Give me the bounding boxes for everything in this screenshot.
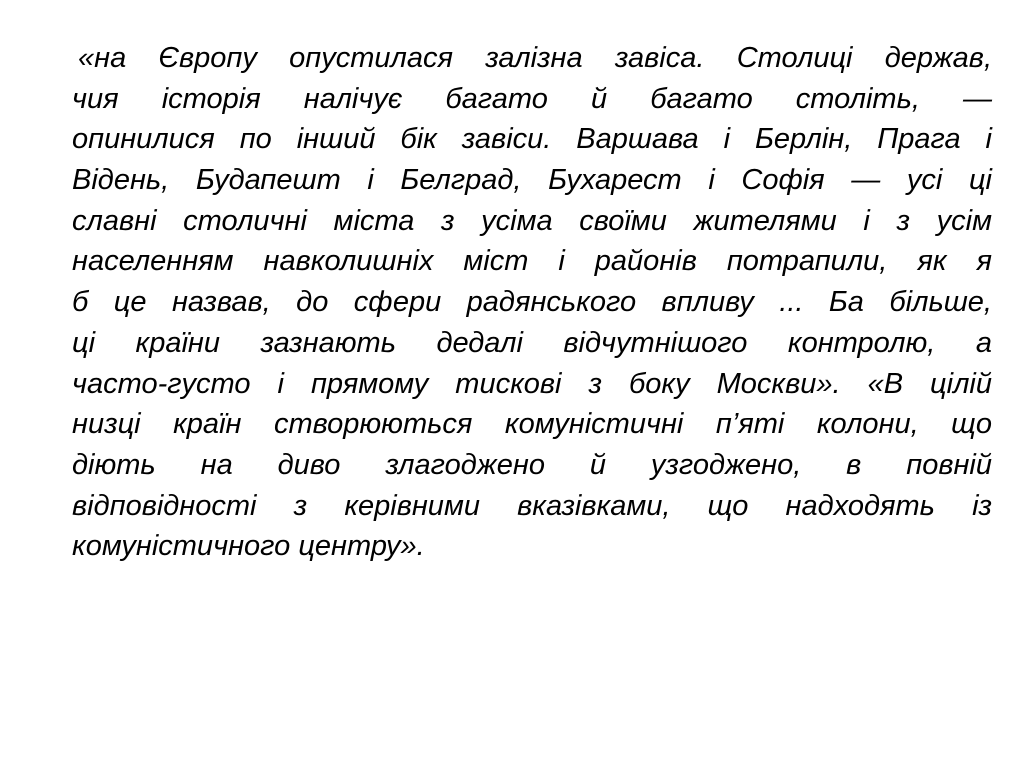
text-line-5: славні столичні міста з усіма своїми жителями і з усім bbox=[72, 204, 992, 237]
text-line-13: комуністичного центру». bbox=[72, 530, 425, 563]
text-line-3: опинилися по інший бік завіси. Варшава і Берлін, Прага і bbox=[72, 123, 992, 156]
text-line-4: Відень, Будапешт і Белград, Бухарест і Софія — усі ці bbox=[72, 164, 992, 197]
text-line-8: ці країни зазнають дедалі відчутнішого контролю, а bbox=[72, 326, 992, 359]
text-line-10: низці країн створюються комуністичні п’яті колони, що bbox=[72, 408, 992, 441]
text-line-9: часто-густо і прямому тискові з боку Москви». «В цілій bbox=[72, 367, 992, 400]
text-line-6: населенням навколишніх міст і районів потрапили, як я bbox=[72, 245, 992, 278]
text-line-7: б це назвав, до сфери радянського впливу ... Ба більше, bbox=[72, 286, 992, 319]
quote-text-block bbox=[72, 38, 992, 567]
text-line-1: «на Європу опустилася залізна завіса. Столиці держав, bbox=[78, 42, 992, 74]
text-line-12: відповідності з керівними вказівками, що надходять із bbox=[72, 489, 992, 522]
text-line-11: діють на диво злагоджено й узгоджено, в повній bbox=[72, 448, 992, 481]
text-line-2: чия історія налічує багато й багато століть, — bbox=[72, 82, 992, 115]
